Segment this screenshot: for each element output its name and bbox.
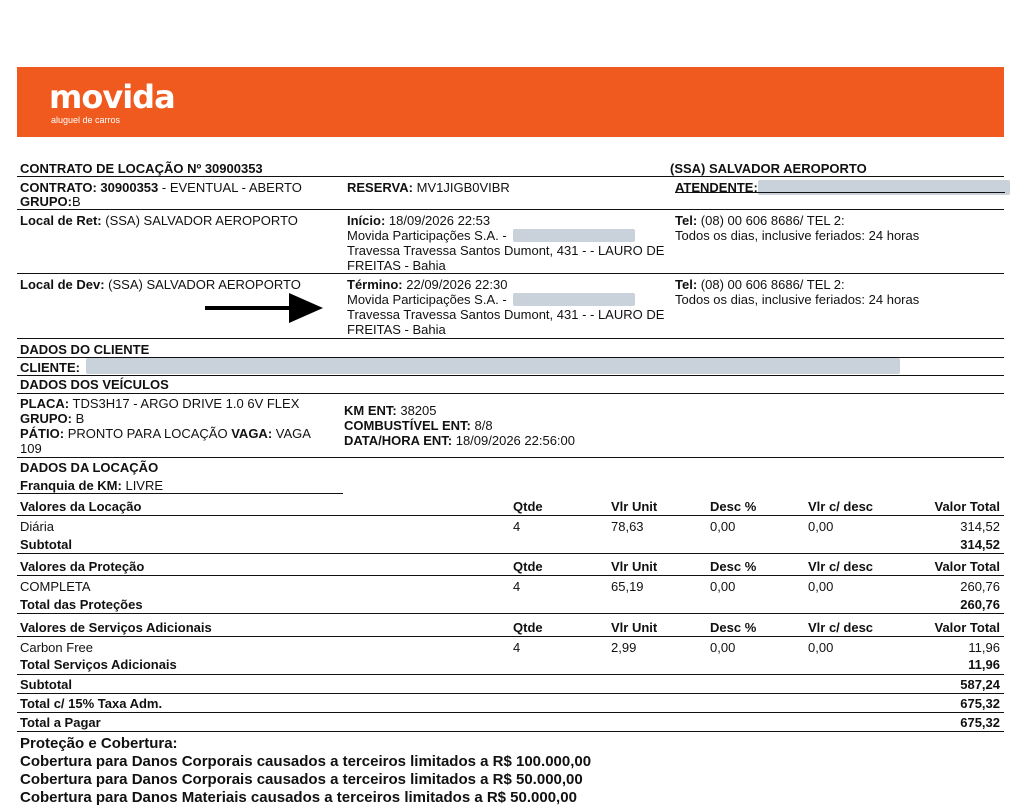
client-label: CLIENTE: xyxy=(20,360,80,375)
pickup-phone xyxy=(675,213,845,228)
item-name: Diária xyxy=(20,519,54,534)
col-qty: Qtde xyxy=(513,559,543,574)
redacted-cnpj xyxy=(513,229,635,242)
section-title-protection: Valores da Proteção xyxy=(20,559,145,574)
group-info xyxy=(20,194,81,209)
plate-label: PLACA: xyxy=(20,396,70,411)
return-company: Movida Participações S.A. - xyxy=(347,292,507,307)
return-phone xyxy=(675,277,845,292)
divider xyxy=(17,393,1004,394)
fuel-label: COMBUSTÍVEL ENT: xyxy=(344,418,471,433)
divider xyxy=(17,731,1004,732)
item-with-disc: 0,00 xyxy=(808,579,834,594)
franchise-info xyxy=(20,478,163,493)
col-total: Valor Total xyxy=(934,559,1000,574)
grand-subtotal-value: 587,24 xyxy=(960,677,1000,692)
item-qty: 4 xyxy=(513,579,521,594)
col-disc-pct: Desc % xyxy=(710,620,757,635)
item-with-disc: 0,00 xyxy=(808,519,834,534)
divider xyxy=(17,553,1004,554)
brand-tagline: aluguel de carros xyxy=(51,115,121,125)
pickup-address-2: FREITAS - Bahia xyxy=(347,258,446,273)
contract-label: CONTRATO: xyxy=(20,180,97,195)
col-qty: Qtde xyxy=(513,499,543,514)
brand-banner xyxy=(17,67,1004,137)
divider xyxy=(17,375,1004,376)
datetime-value: 18/09/2026 22:56:00 xyxy=(455,433,575,448)
pickup-tel-label: Tel: xyxy=(675,213,698,228)
pickup-location xyxy=(20,213,298,228)
datetime-label: DATA/HORA ENT: xyxy=(344,433,453,448)
item-qty: 4 xyxy=(513,640,521,655)
reservation-info xyxy=(347,180,510,195)
coverage-line: Cobertura para Danos Materiais causados a terceiros limitados a R$ 50.000,00 xyxy=(20,789,577,806)
item-disc-pct: 0,00 xyxy=(710,640,736,655)
col-total: Valor Total xyxy=(934,620,1000,635)
section-title-services: Valores de Serviços Adicionais xyxy=(20,620,212,635)
item-unit: 78,63 xyxy=(611,519,644,534)
pickup-time xyxy=(347,213,490,228)
divider xyxy=(17,575,1004,576)
fee-total-value: 675,32 xyxy=(960,696,1000,711)
rental-section-title: DADOS DA LOCAÇÃO xyxy=(20,460,159,475)
col-with-disc: Vlr c/ desc xyxy=(808,499,874,514)
vehicle-yard xyxy=(20,426,311,441)
client-section-title: DADOS DO CLIENTE xyxy=(20,342,150,357)
col-with-disc: Vlr c/ desc xyxy=(808,620,874,635)
pickup-time-label: Início: xyxy=(347,213,386,228)
datetime-entry xyxy=(344,433,575,448)
subtotal-value: 260,76 xyxy=(960,597,1000,612)
vehicle-group xyxy=(20,411,84,426)
col-qty: Qtde xyxy=(513,620,543,635)
return-location xyxy=(20,277,301,292)
item-unit: 65,19 xyxy=(611,579,644,594)
spot-value: VAGA xyxy=(275,426,311,441)
return-tel-value: (08) 00 606 8686/ TEL 2: xyxy=(700,277,845,292)
divider xyxy=(17,273,1004,274)
contract-info xyxy=(20,180,302,195)
subtotal-label: Total das Proteções xyxy=(20,597,143,612)
item-disc-pct: 0,00 xyxy=(710,519,736,534)
pickup-hours: Todos os dias, inclusive feriados: 24 horas xyxy=(675,228,920,243)
pickup-label: Local de Ret: xyxy=(20,213,102,228)
divider xyxy=(17,457,1004,458)
divider xyxy=(17,338,1004,339)
item-name: COMPLETA xyxy=(20,579,91,594)
grand-subtotal-label: Subtotal xyxy=(20,677,72,692)
fee-total-label: Total c/ 15% Taxa Adm. xyxy=(20,696,163,711)
return-address-1: Travessa Travessa Santos Dumont, 431 - - LAURO DE xyxy=(347,307,665,322)
yard-label: PÁTIO: xyxy=(20,426,65,441)
contract-number: 30900353 xyxy=(100,180,159,195)
total-pay-label: Total a Pagar xyxy=(20,715,101,730)
fuel-entry xyxy=(344,418,493,433)
reservation-value: MV1JIGB0VIBR xyxy=(416,180,510,195)
divider xyxy=(17,493,343,494)
divider xyxy=(17,693,1004,694)
item-total: 260,76 xyxy=(960,579,1000,594)
pickup-address-1: Travessa Travessa Santos Dumont, 431 - - LAURO DE xyxy=(347,243,665,258)
coverage-title: Proteção e Cobertura: xyxy=(20,735,178,752)
subtotal-label: Total Serviços Adicionais xyxy=(20,657,177,672)
pickup-location-value: (SSA) SALVADOR AEROPORTO xyxy=(105,213,298,228)
item-qty: 4 xyxy=(513,519,521,534)
contract-status: - EVENTUAL - ABERTO xyxy=(161,180,302,195)
return-tel-label: Tel: xyxy=(675,277,698,292)
spot-value-2: 109 xyxy=(20,441,42,456)
redacted-cnpj xyxy=(513,293,635,306)
return-time-value: 22/09/2026 22:30 xyxy=(406,277,508,292)
spot-label: VAGA: xyxy=(231,426,273,441)
return-time-label: Término: xyxy=(347,277,403,292)
coverage-line: Cobertura para Danos Corporais causados a terceiros limitados a R$ 100.000,00 xyxy=(20,753,592,770)
item-unit: 2,99 xyxy=(611,640,637,655)
divider xyxy=(17,176,1004,177)
reservation-label: RESERVA: xyxy=(347,180,413,195)
return-label: Local de Dev: xyxy=(20,277,105,292)
km-value: 38205 xyxy=(400,403,437,418)
return-address-2: FREITAS - Bahia xyxy=(347,322,446,337)
vehicle-group-label: GRUPO: xyxy=(20,411,72,426)
plate-value: TDS3H17 - ARGO DRIVE 1.0 6V FLEX xyxy=(72,396,300,411)
movida-logo: movida xyxy=(49,78,175,116)
km-entry xyxy=(344,403,437,418)
km-label: KM ENT: xyxy=(344,403,397,418)
col-unit: Vlr Unit xyxy=(611,620,658,635)
attendant-label: ATENDENTE: xyxy=(675,180,758,195)
arrow-right-icon xyxy=(205,291,325,325)
col-with-disc: Vlr c/ desc xyxy=(808,559,874,574)
pickup-tel-value: (08) 00 606 8686/ TEL 2: xyxy=(700,213,845,228)
divider xyxy=(17,209,1004,210)
fuel-value: 8/8 xyxy=(474,418,493,433)
redacted-client xyxy=(86,358,900,374)
divider xyxy=(17,515,1004,516)
divider xyxy=(675,192,1005,193)
divider xyxy=(17,712,1004,713)
subtotal-label: Subtotal xyxy=(20,537,72,552)
group-value: B xyxy=(72,194,81,209)
col-unit: Vlr Unit xyxy=(611,559,658,574)
item-total: 314,52 xyxy=(960,519,1000,534)
col-disc-pct: Desc % xyxy=(710,499,757,514)
subtotal-value: 314,52 xyxy=(960,537,1000,552)
coverage-line: Cobertura para Danos Corporais causados a terceiros limitados a R$ 50.000,00 xyxy=(20,771,583,788)
section-title-rental: Valores da Locação xyxy=(20,499,142,514)
return-hours: Todos os dias, inclusive feriados: 24 horas xyxy=(675,292,920,307)
divider xyxy=(17,674,1004,675)
return-location-value: (SSA) SALVADOR AEROPORTO xyxy=(108,277,301,292)
pickup-company: Movida Participações S.A. - xyxy=(347,228,507,243)
item-name: Carbon Free xyxy=(20,640,93,655)
item-with-disc: 0,00 xyxy=(808,640,834,655)
col-unit: Vlr Unit xyxy=(611,499,658,514)
divider xyxy=(17,636,1004,637)
vehicle-group-value: B xyxy=(75,411,85,426)
item-disc-pct: 0,00 xyxy=(710,579,736,594)
vehicle-plate xyxy=(20,396,299,411)
franchise-value: LIVRE xyxy=(125,478,164,493)
yard-value: PRONTO PARA LOCAÇÃO xyxy=(67,426,228,441)
col-disc-pct: Desc % xyxy=(710,559,757,574)
item-total: 11,96 xyxy=(968,640,1000,655)
pickup-time-value: 18/09/2026 22:53 xyxy=(388,213,491,228)
group-label: GRUPO: xyxy=(20,194,72,209)
total-pay-value: 675,32 xyxy=(960,715,1000,730)
vehicle-section-title: DADOS DOS VEÍCULOS xyxy=(20,377,169,392)
divider xyxy=(17,613,1004,614)
return-time xyxy=(347,277,507,292)
contract-title: CONTRATO DE LOCAÇÃO Nº 30900353 xyxy=(20,161,263,176)
subtotal-value: 11,96 xyxy=(968,657,1000,672)
branch-name: (SSA) SALVADOR AEROPORTO xyxy=(670,161,867,176)
franchise-label: Franquia de KM: xyxy=(20,478,122,493)
col-total: Valor Total xyxy=(934,499,1000,514)
